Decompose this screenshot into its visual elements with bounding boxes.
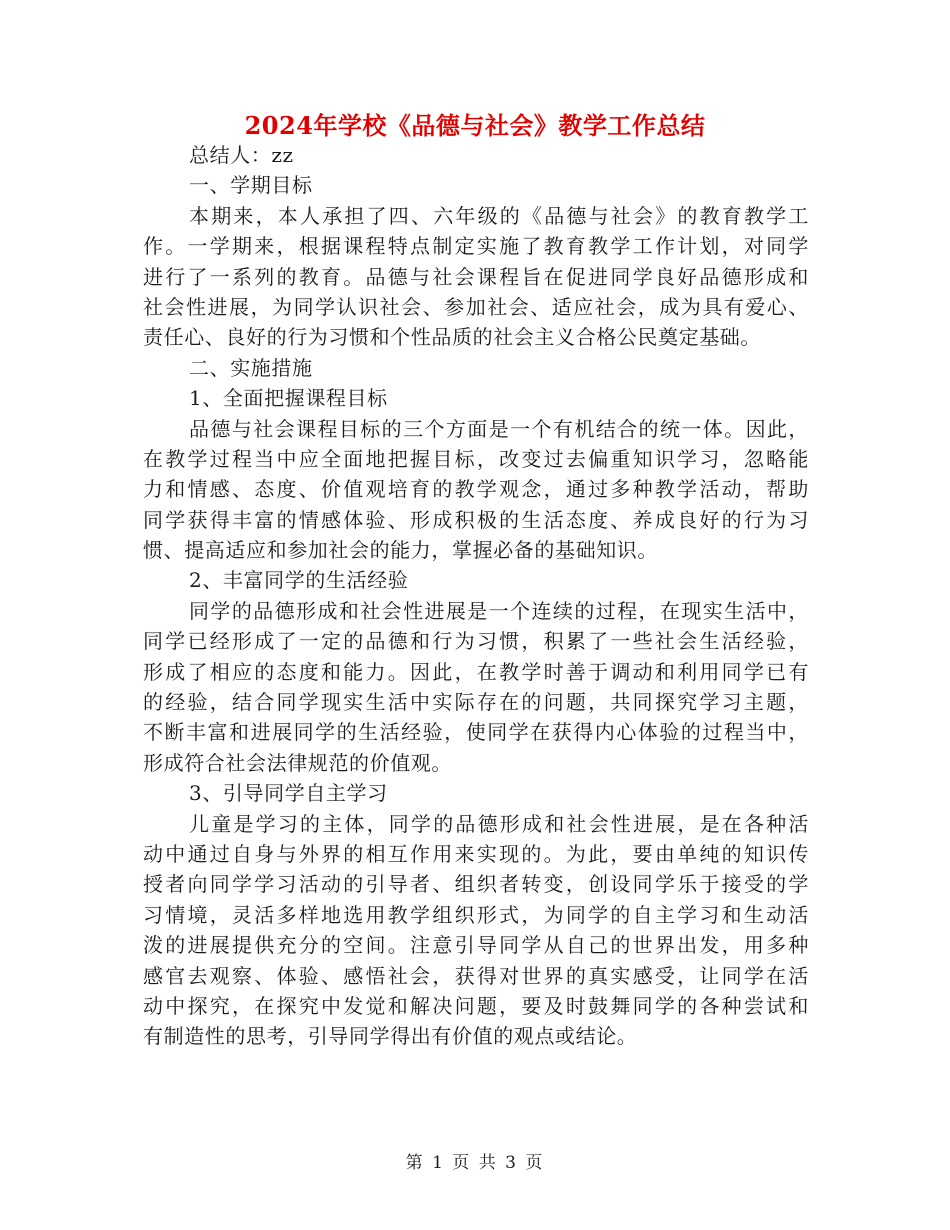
text-line: 授者向同学学习活动的引导者、组织者转变，创设同学乐于接受的学 (143, 872, 809, 897)
text-line: 3、引导同学自主学习 (189, 781, 388, 806)
text-line: 同学已经形成了一定的品德和行为习惯，积累了一些社会生活经验， (143, 629, 809, 654)
text-line: 品德与社会课程目标的三个方面是一个有机结合的统一体。因此， (189, 416, 809, 441)
text-line: 形成了相应的态度和能力。因此，在教学时善于调动和利用同学已有 (143, 659, 809, 684)
text-line: 总结人：zz (189, 143, 294, 167)
text-line: 本期来，本人承担了四、六年级的《品德与社会》的教育教学工 (189, 203, 809, 228)
text-line: 二、实施措施 (189, 355, 313, 380)
text-line: 不断丰富和进展同学的生活经验，使同学在获得内心体验的过程当中， (143, 720, 809, 745)
text-line: 同学获得丰富的情感体验、形成积极的生活态度、养成良好的行为习 (143, 507, 809, 532)
text-line: 动中探究，在探究中发觉和解决问题，要及时鼓舞同学的各种尝试和 (143, 993, 809, 1018)
text-line: 动中通过自身与外界的相互作用来实现的。为此，要由单纯的知识传 (143, 841, 809, 866)
text-line: 在教学过程当中应全面地把握目标，改变过去偏重知识学习，忽略能 (143, 446, 809, 471)
text-line: 有制造性的思考，引导同学得出有价值的观点或结论。 (143, 1024, 638, 1049)
text-line: 2、丰富同学的生活经验 (189, 568, 409, 593)
text-line: 社会性进展，为同学认识社会、参加社会、适应社会，成为具有爱心、 (143, 294, 809, 319)
document-title: 2024年学校《品德与社会》教学工作总结 (244, 111, 706, 140)
text-line: 的经验，结合同学现实生活中实际存在的问题，共同探究学习主题， (143, 690, 809, 715)
page-footer: 第 1 页 共 3 页 (405, 1153, 545, 1173)
text-line: 1、全面把握课程目标 (189, 386, 388, 411)
document-body (143, 140, 809, 1052)
text-line: 同学的品德形成和社会性进展是一个连续的过程，在现实生活中， (189, 598, 809, 623)
text-line: 作。一学期来，根据课程特点制定实施了教育教学工作计划，对同学 (143, 234, 809, 259)
text-line: 一、学期目标 (189, 173, 313, 198)
text-line: 进行了一系列的教育。品德与社会课程旨在促进同学良好品德形成和 (143, 264, 809, 289)
text-line: 习情境，灵活多样地选用教学组织形式，为同学的自主学习和生动活 (143, 902, 809, 927)
text-line: 泼的进展提供充分的空间。注意引导同学从自己的世界出发，用多种 (143, 933, 809, 958)
text-line: 力和情感、态度、价值观培育的教学观念，通过多种教学活动，帮助 (143, 477, 809, 502)
text-line: 惯、提高适应和参加社会的能力，掌握必备的基础知识。 (143, 538, 658, 563)
text-line: 责任心、良好的行为习惯和个性品质的社会主义合格公民奠定基础。 (143, 325, 761, 350)
text-line: 儿童是学习的主体，同学的品德形成和社会性进展，是在各种活 (189, 811, 809, 836)
text-line: 形成符合社会法律规范的价值观。 (143, 750, 452, 775)
text-line: 感官去观察、体验、感悟社会，获得对世界的真实感受，让同学在活 (143, 963, 809, 988)
